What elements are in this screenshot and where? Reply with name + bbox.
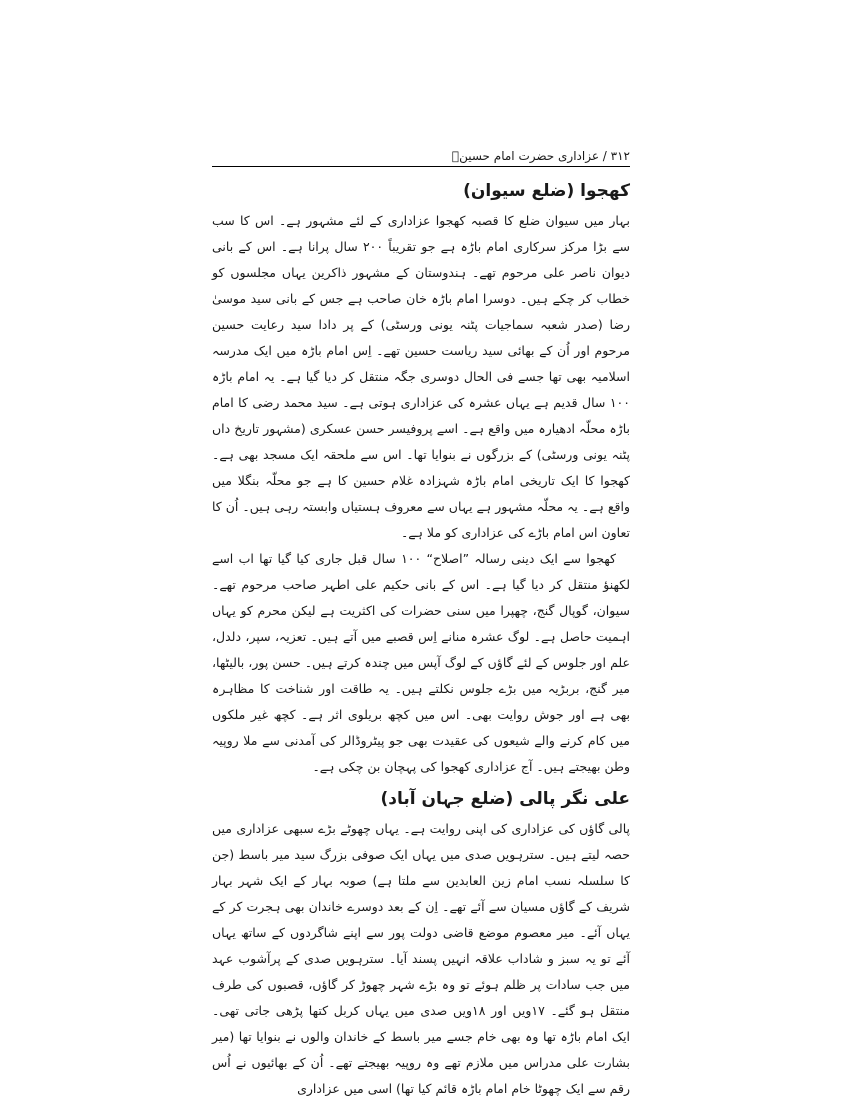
header-rule	[212, 166, 630, 167]
section-khajwa	[212, 176, 630, 780]
body-paragraph: کھجوا سے ایک دینی رسالہ ”اصلاح“ ۱۰۰ سال قبل جاری کیا گیا تھا اب اسے لکھنؤ منتقل کر دیا گیا ہے۔ اس کے بانی حکیم علی اطہر صاحب مرحوم تھے۔ سیوان، گوپال گنج، چھپرا میں سنی حضرات کی اکثریت ہے لیکن محرم کو یہاں اہمیت حاصل ہے۔ لوگ عشرہ منانے اِس قصبے میں آتے ہیں۔ تعزیہ، سپر، دلدل، علم اور جلوس کے لئے گاؤں کے لوگ آپس میں چندہ کرتے ہیں۔ حسن پور، بالیٹھا، میر گنج، بربڑیہ میں بڑے جلوس نکلتے ہیں۔ یہ طاقت اور شناخت کا مظاہرہ بھی ہے اور جوش روایت بھی۔ اس میں کچھ بریلوی اثر ہے۔ کچھ غیر ملکوں میں کام کرنے والے شیعوں کی عقیدت بھی جو پیٹروڈالر کی آمدنی سے ملا روپیہ وطن بھیجتے ہیں۔ آج عزاداری کھجوا کی پہچان بن چکی ہے۔	[212, 551, 630, 774]
body-paragraph: پالی گاؤں کی عزاداری کی اپنی روایت ہے۔ یہاں چھوٹے بڑے سبھی عزاداری میں حصہ لیتے ہیں۔ سترہویں صدی میں یہاں ایک صوفی بزرگ سید میر باسط (جن کا سلسلہ نسب امام زین العابدین سے ملتا ہے) صوبہ بہار کے ایک شہر بہار شریف کے گاؤں مسیان سے آئے تھے۔ اِن کے بعد دوسرے خاندان بھی ہجرت کر کے یہاں آئے۔ میر معصوم موضع قاضی دولت پور سے اپنے شاگردوں کے ساتھ یہاں آئے تو یہ سبز و شاداب علاقہ انہیں پسند آیا۔ سترہویں صدی کے پرآشوب عہد میں جب سادات پر ظلم ہوئے تو وہ بڑے شہر چھوڑ کر گاؤں، قصبوں کی طرف منتقل ہو گئے۔ ۱۷ویں اور ۱۸ویں صدی میں یہاں کربل کتھا پڑھی جاتی تھی۔ ایک امام باڑہ تھا وہ بھی خام جسے میر باسط کے خاندان والوں نے بنوایا تھا (میر بشارت علی مدراس میں ملازم تھے وہ روپیہ بھیجتے تھے۔ اُن کے بھائیوں نے اُس رقم سے ایک چھوٹا خام امام باڑہ قائم کیا تھا) اسی میں عزاداری	[212, 821, 630, 1096]
section-heading: علی نگر پالی (ضلع جہان آباد)	[380, 789, 630, 809]
running-head: ۳۱۲ / عزاداری حضرت امام حسینؑ	[451, 149, 630, 163]
page-body	[212, 176, 630, 1102]
body-paragraph: بہار میں سیوان ضلع کا قصبہ کھجوا عزاداری کے لئے مشہور ہے۔ اس کا سب سے بڑا مرکز سرکاری امام باڑہ ہے جو تقریباً ۲۰۰ سال پرانا ہے۔ اس کے بانی دیوان ناصر علی مرحوم تھے۔ ہندوستان کے مشہور ذاکرین یہاں مجلسوں کو خطاب کر چکے ہیں۔ دوسرا امام باڑہ خان صاحب ہے جس کے بانی سید موسیٰ رضا (صدر شعبہ سماجیات پٹنہ یونی ورسٹی) کے پر دادا سید رعایت حسین مرحوم اور اُن کے بھائی سید ریاست حسین تھے۔ اِس امام باڑہ میں ایک مدرسہ اسلامیہ بھی تھا جسے فی الحال دوسری جگہ منتقل کر دیا گیا ہے۔ یہ امام باڑہ ۱۰۰ سال قدیم ہے یہاں عشرہ کی عزاداری ہوتی ہے۔ سید محمد رضی کا امام باڑہ محلّہ ادھیارہ میں واقع ہے۔ اسے پروفیسر حسن عسکری (مشہور تاریخ داں پٹنہ یونی ورسٹی) کے بزرگوں نے بنوایا تھا۔ اس سے ملحقہ ایک مسجد بھی ہے۔ کھجوا کا ایک تاریخی امام باڑہ شہزادہ غلام حسین کا ہے جو محلّہ بنگلا میں واقع ہے۔ یہ محلّہ مشہور ہے یہاں سے معروف ہستیاں وابستہ رہی ہیں۔ اُن کا تعاون اس امام باڑے کی عزاداری کو ملا ہے۔	[212, 213, 630, 540]
section-ali-nagar-pali	[212, 784, 630, 1102]
section-heading: کھجوا (ضلع سیوان)	[463, 181, 630, 201]
